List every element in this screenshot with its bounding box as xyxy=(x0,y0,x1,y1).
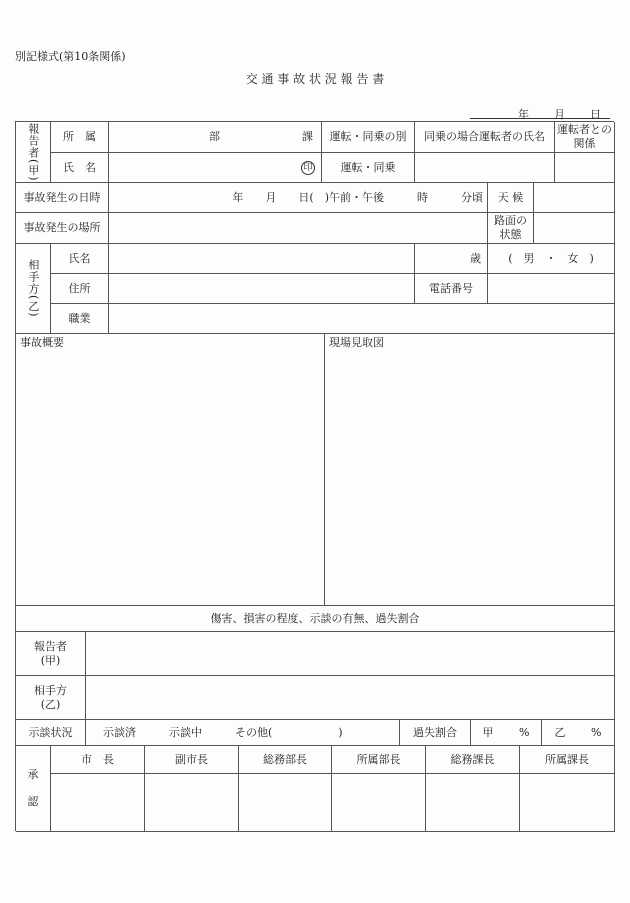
approval-header-section-manager: 所属課長 xyxy=(520,746,615,774)
place-label: 事故発生の場所 xyxy=(16,213,109,244)
settlement-label: 示談状況 xyxy=(16,720,86,746)
drive-options[interactable]: 運転・同乗 xyxy=(322,153,415,183)
phone-label: 電話番号 xyxy=(415,274,488,304)
report-table xyxy=(15,121,614,831)
form-reference: 別記様式(第10条関係) xyxy=(15,50,126,63)
approval-header-general-manager: 総務課長 xyxy=(426,746,520,774)
drive-type-header: 運転・同乗の別 xyxy=(322,122,415,153)
approval-stamp-box[interactable] xyxy=(426,774,520,832)
seal-mark: 印 xyxy=(301,161,315,175)
damage-reporter-label: 報告者 (甲) xyxy=(16,632,86,676)
section-label: 課 xyxy=(302,130,313,144)
address-label: 住所 xyxy=(51,274,109,304)
weather-label: 天 候 xyxy=(488,183,534,213)
approval-stamp-box[interactable] xyxy=(239,774,332,832)
driver-name-field[interactable] xyxy=(415,153,555,183)
settlement-options[interactable]: 示談済 示談中 その他( ) xyxy=(86,720,400,746)
summary-label: 事故概要 xyxy=(20,336,64,349)
road-label: 路面の状態 xyxy=(488,213,534,244)
date-line xyxy=(470,106,610,119)
approval-header-mayor: 市 長 xyxy=(51,746,145,774)
date-day: 日 xyxy=(590,108,601,121)
date-year: 年 xyxy=(518,108,529,121)
name-label: 氏 名 xyxy=(51,153,109,183)
phone-field[interactable] xyxy=(488,274,615,304)
age-field[interactable]: 歳 xyxy=(415,244,488,274)
approval-label: 承 認 xyxy=(16,746,51,832)
other-name-field[interactable] xyxy=(109,244,415,274)
summary-area[interactable] xyxy=(16,334,325,606)
datetime-field[interactable]: 年 月 日( )午前・午後 時 分頃 xyxy=(109,183,488,213)
fault-label: 過失割合 xyxy=(400,720,471,746)
approval-stamp-box[interactable] xyxy=(332,774,426,832)
reporter-side-label: 報告者(甲) xyxy=(26,122,40,182)
affiliation-field[interactable] xyxy=(109,122,322,153)
job-label: 職業 xyxy=(51,304,109,334)
sketch-area[interactable] xyxy=(325,334,615,606)
job-field[interactable] xyxy=(109,304,615,334)
fault-a-field[interactable]: 甲 % xyxy=(471,720,542,746)
reporter-name-field[interactable] xyxy=(109,153,322,183)
place-field[interactable] xyxy=(109,213,488,244)
driver-name-header: 同乗の場合運転者の氏名 xyxy=(415,122,555,153)
sketch-label: 現場見取図 xyxy=(329,336,384,349)
damage-header: 傷害、損害の程度、示談の有無、過失割合 xyxy=(16,606,615,632)
datetime-label: 事故発生の日時 xyxy=(16,183,109,213)
approval-stamp-box[interactable] xyxy=(520,774,615,832)
relation-header: 運転者との関係 xyxy=(555,122,615,153)
damage-reporter-field[interactable] xyxy=(86,632,615,676)
approval-header-general-director: 総務部長 xyxy=(239,746,332,774)
approval-header-vice-mayor: 副市長 xyxy=(145,746,239,774)
other-side-label: 相手方(乙) xyxy=(26,259,40,318)
address-field[interactable] xyxy=(109,274,415,304)
other-name-label: 氏名 xyxy=(51,244,109,274)
sex-options[interactable]: ( 男 ・ 女 ) xyxy=(488,244,615,274)
damage-other-field[interactable] xyxy=(86,676,615,720)
weather-field[interactable] xyxy=(534,183,615,213)
approval-header-dept-director: 所属部長 xyxy=(332,746,426,774)
approval-stamp-box[interactable] xyxy=(145,774,239,832)
road-field[interactable] xyxy=(534,213,615,244)
dept-label: 部 xyxy=(209,130,220,144)
approval-stamp-box[interactable] xyxy=(51,774,145,832)
damage-other-label: 相手方 (乙) xyxy=(16,676,86,720)
date-month: 月 xyxy=(554,108,565,121)
page-title: 交 通 事 故 状 況 報 告 書 xyxy=(245,72,385,86)
affiliation-label: 所 属 xyxy=(51,122,109,153)
relation-field[interactable] xyxy=(555,153,615,183)
fault-b-field[interactable]: 乙 % xyxy=(542,720,615,746)
